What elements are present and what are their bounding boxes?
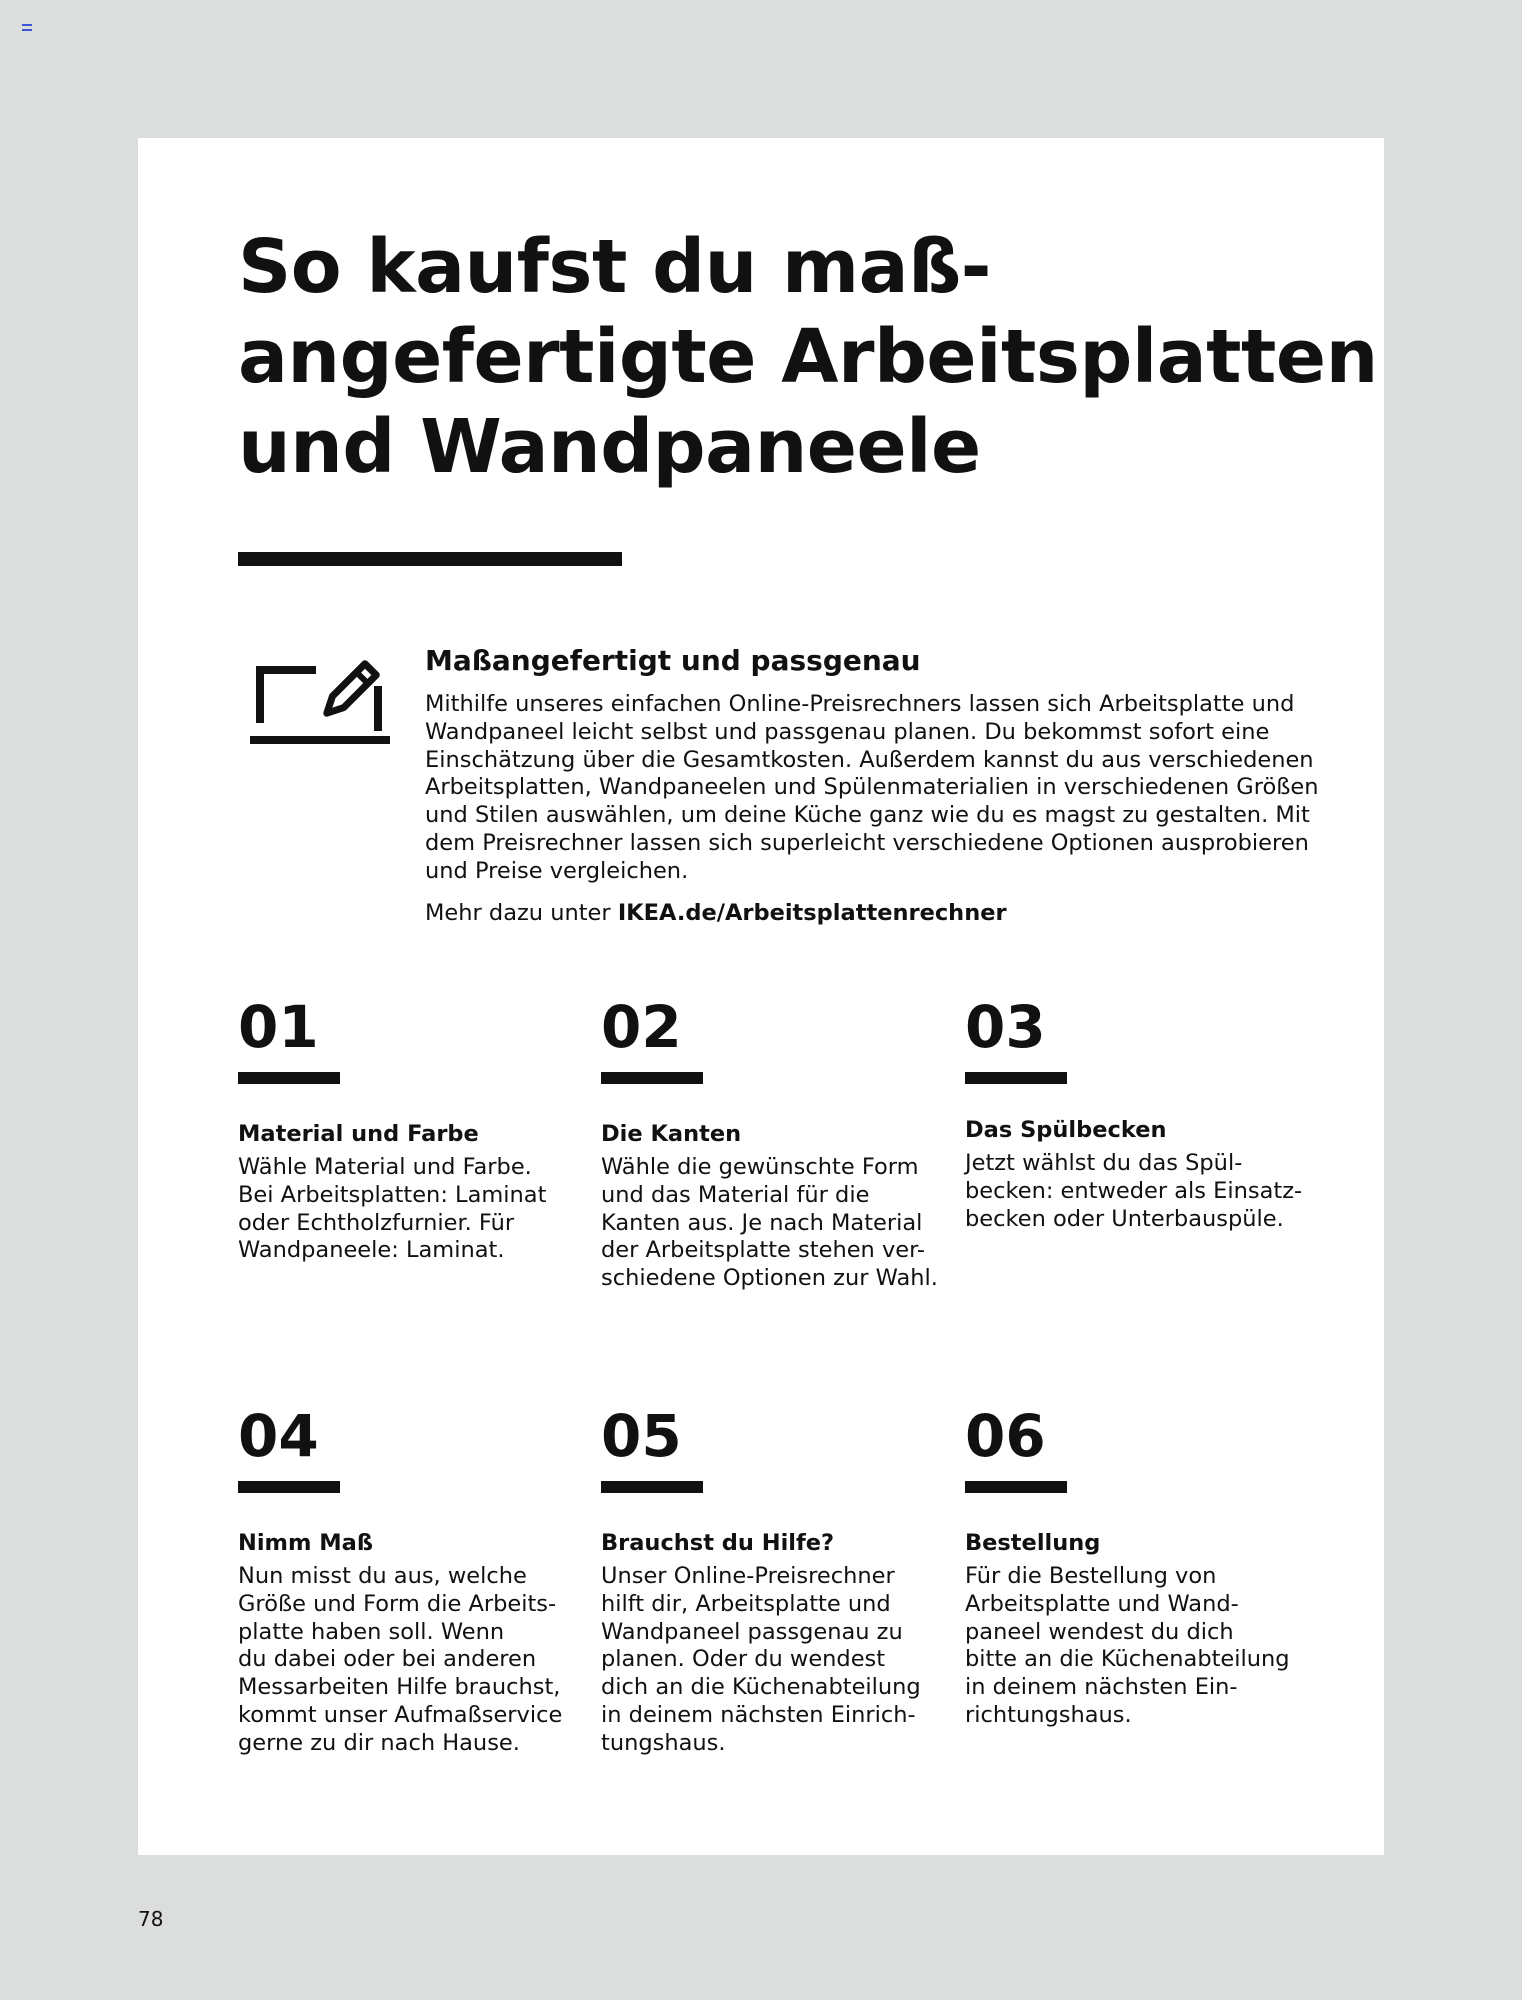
intro-text-line: dem Preisrechner lassen sich superleicht verschiedene Optionen ausprobieren	[425, 829, 1309, 856]
intro-text-line: und Stilen auswählen, um deine Küche ganz wie du es magst zu gestalten. Mit	[425, 802, 1310, 829]
step-text-line: Wähle Material und Farbe.	[238, 1154, 532, 1180]
step-title: Brauchst du Hilfe?	[601, 1530, 835, 1556]
step-04	[238, 1403, 568, 1758]
step-text-line: Jetzt wählst du das Spül-	[965, 1150, 1243, 1176]
step-rule	[965, 1481, 1067, 1493]
headline-rule	[238, 552, 622, 566]
step-text-line: Bei Arbeitsplatten: Laminat	[238, 1181, 547, 1208]
intro-text-line: Einschätzung über die Gesamtkosten. Außerdem kannst du aus verschiedenen	[425, 746, 1314, 773]
step-text-line: schiedene Optionen zur Wahl.	[601, 1265, 938, 1292]
step-text-line: kommt unser Aufmaßservice	[238, 1701, 563, 1728]
step-text	[965, 1150, 1303, 1233]
step-text-line: Größe und Form die Arbeits-	[238, 1590, 557, 1617]
step-text-line: Wandpaneel passgenau zu	[601, 1618, 903, 1645]
page-title-line: So kaufst du maß-	[238, 224, 991, 310]
step-title: Material und Farbe	[238, 1121, 479, 1147]
page-title-line: und Wandpaneele	[238, 404, 981, 490]
step-title: Bestellung	[965, 1530, 1101, 1556]
step-number: 04	[238, 1402, 319, 1470]
step-text-line: Kanten aus. Je nach Material	[601, 1209, 923, 1236]
step-text-line: becken oder Unterbauspüle.	[965, 1205, 1284, 1232]
step-text-line: und das Material für die	[601, 1181, 870, 1208]
step-rule	[238, 1072, 340, 1084]
step-text-line: tungshaus.	[601, 1729, 726, 1756]
step-text-line: dich an die Küchenabteilung	[601, 1674, 921, 1701]
step-text	[238, 1563, 568, 1758]
intro-text-line: und Preise vergleichen.	[425, 857, 689, 884]
step-text-line: Für die Bestellung von	[965, 1563, 1217, 1589]
intro-text-line: Arbeitsplatten, Wandpaneelen und Spülenmaterialien in verschiedenen Größen	[425, 774, 1319, 801]
calculator-link[interactable]: IKEA.de/Arbeitsplattenrechner	[617, 900, 1007, 926]
intro-text-line: Wandpaneel leicht selbst und passgenau planen. Du bekommst sofort eine	[425, 718, 1270, 745]
step-text-line: Wandpaneele: Laminat.	[238, 1237, 505, 1264]
step-text-line: Unser Online-Preisrechner	[601, 1563, 895, 1589]
step-text-line: der Arbeitsplatte stehen ver-	[601, 1237, 926, 1264]
step-text-line: becken: entweder als Einsatz-	[965, 1177, 1303, 1204]
step-06	[965, 1403, 1295, 1730]
step-text	[601, 1563, 931, 1758]
step-text-line: richtungshaus.	[965, 1701, 1132, 1728]
menu-icon[interactable]	[22, 24, 32, 34]
step-number: 02	[601, 993, 682, 1061]
step-02	[601, 993, 938, 1293]
step-text-line: Arbeitsplatte und Wand-	[965, 1590, 1239, 1617]
step-rule	[601, 1481, 703, 1493]
step-number: 05	[601, 1402, 682, 1470]
step-rule	[238, 1481, 340, 1493]
step-text-line: platte haben soll. Wenn	[238, 1618, 505, 1645]
step-text-line: bitte an die Küchenabteilung	[965, 1646, 1290, 1673]
step-rule	[965, 1072, 1067, 1084]
intro-text	[425, 691, 1345, 886]
step-text	[965, 1563, 1295, 1730]
step-text-line: in deinem nächsten Einrich-	[601, 1701, 916, 1728]
step-text	[238, 1154, 568, 1265]
step-title: Das Spülbecken	[965, 1117, 1167, 1143]
intro-link-line	[425, 899, 1007, 927]
step-number: 03	[965, 993, 1046, 1061]
step-title: Die Kanten	[601, 1121, 742, 1147]
step-text-line: paneel wendest du dich	[965, 1618, 1234, 1645]
step-text-line: planen. Oder du wendest	[601, 1646, 886, 1673]
step-text-line: Messarbeiten Hilfe brauchst,	[238, 1674, 561, 1701]
page-title-line: angefertigte Arbeitsplatten	[238, 314, 1378, 400]
step-text	[601, 1154, 938, 1293]
page-title	[238, 222, 1378, 492]
step-03	[965, 993, 1303, 1233]
step-text-line: Wähle die gewünschte Form	[601, 1154, 919, 1180]
step-title: Nimm Maß	[238, 1530, 374, 1556]
step-number: 06	[965, 1402, 1046, 1470]
step-05	[601, 1403, 931, 1758]
page-number: 78	[138, 1907, 164, 1931]
step-text-line: gerne zu dir nach Hause.	[238, 1729, 520, 1756]
step-rule	[601, 1072, 703, 1084]
intro-text-line: Mithilfe unseres einfachen Online-Preisrechners lassen sich Arbeitsplatte und	[425, 691, 1295, 717]
measure-pencil-icon	[246, 652, 394, 764]
step-number: 01	[238, 993, 319, 1061]
intro-link-prefix: Mehr dazu unter	[425, 900, 618, 926]
catalog-page	[138, 138, 1384, 1855]
step-text-line: oder Echtholzfurnier. Für	[238, 1209, 515, 1236]
intro-title: Maßangefertigt und passgenau	[425, 644, 921, 677]
step-text-line: in deinem nächsten Ein-	[965, 1674, 1238, 1701]
step-01	[238, 994, 568, 1265]
step-text-line: Nun misst du aus, welche	[238, 1563, 527, 1589]
step-text-line: hilft dir, Arbeitsplatte und	[601, 1590, 891, 1617]
step-text-line: du dabei oder bei anderen	[238, 1646, 537, 1673]
